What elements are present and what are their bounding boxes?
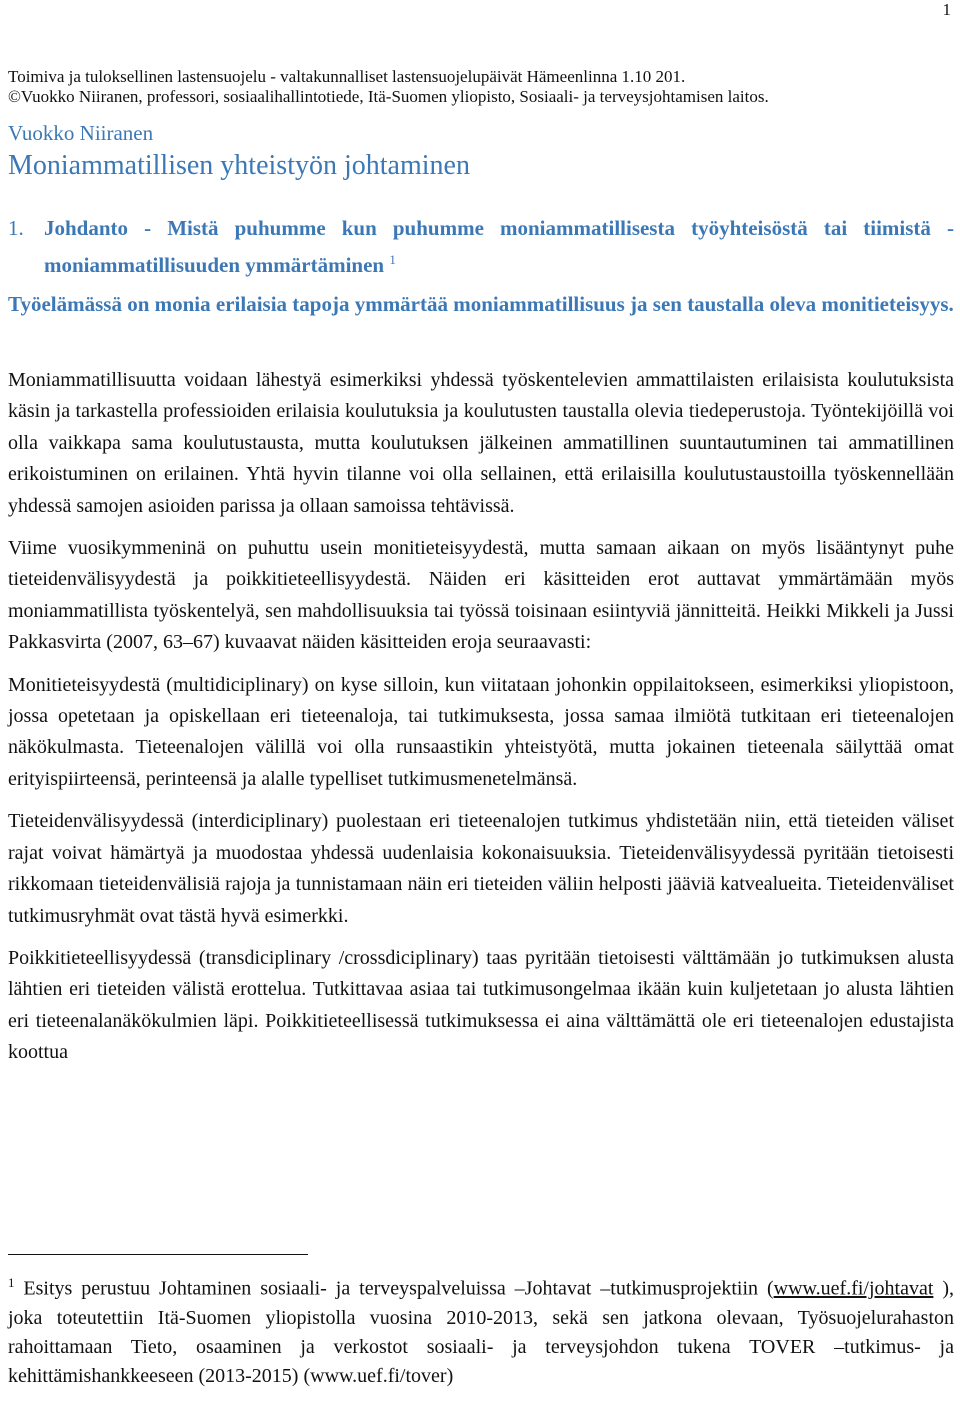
paragraph: Moniammatillisuutta voidaan lähestyä esimerkiksi yhdessä työskentelevien ammattilaisten erilaisista koulutuksista käsin ja tarkastella professioiden erilaisia koulutuksia ja koulutusten taustalla olevia tiedeperustoja. Työntekijöillä voi olla vaikkapa sama koulutustausta, mutta koulutuksen jälkeinen ammatillinen suuntautuminen tai ammatillinen erikoistuminen on erilainen. Yhtä hyvin tilanne voi olla sellainen, että erilaisilla koulutustaustoilla työskennellään yhdessä samojen asioiden parissa ja ollaan samoissa tehtävissä.	[8, 369, 954, 517]
footnote-reference[interactable]: 1	[389, 252, 396, 267]
paragraph: Tieteidenvälisyydessä (interdiciplinary) puolestaan eri tieteenalojen tutkimus yhdistetään niin, että tieteiden väliset rajat voivat hämärtyä ja muodostaa yhdessä uudenlaisia kokonaisuuksia. Tieteidenvälisyydessä pyritään tietoisesti rikkomaan tieteidenvälisiä rajoja ja tunnistamaan näin eri tieteiden väliin helposti jääviä katvealueita. Tieteidenväliset tutkimusryhmät ovat tästä hyvä esimerkki.	[8, 810, 954, 927]
footnote-text-start: Esitys perustuu Johtaminen sosiaali- ja terveyspalveluissa –Johtavat –tutkimusprojektiin (	[14, 1277, 774, 1300]
footnote-text-end: ), joka toteutettiin Itä-Suomen yliopistolla vuosina 2010-2013, sekä sen jatkona olevaan, Työsuojelurahaston rahoittamaan Tieto, osaaminen ja verkostot sosiaali- ja terveysjohdon tukena TOVER –tutkimus- ja kehittämishankkeeseen (2013-2015) (www.uef.fi/tover)	[8, 1277, 954, 1387]
document-header	[8, 67, 954, 107]
footnote-marker: 1	[8, 1275, 15, 1290]
paragraph: Viime vuosikymmeninä on puhuttu usein monitieteisyydestä, mutta samaan aikaan on myös lisääntynyt puhe tieteidenvälisyydestä ja poikkitieteellisyydestä. Näiden eri käsitteiden erot auttavat ymmärtämään myös moniammatillista työskentelyä, sen mahdollisuuksia tai työssä toisinaan esiintyviä jännitteitä. Heikki Mikkeli ja Jussi Pakkasvirta (2007, 63–67) kuvaavat näiden käsitteiden eroja seuraavasti:	[8, 537, 954, 654]
section-heading	[8, 213, 954, 281]
paragraph: Poikkitieteellisyydessä (transdiciplinary /crossdiciplinary) taas pyritään tietoisesti välttämään jo tutkimuksen alusta lähtien eri tieteiden välistä erottelua. Tutkittavaa asiaa tai tutkimusongelmaa ikään kuin kuljetetaan jo alusta lähtien eri tieteenalanäkökulmien läpi. Poikkitieteellisessä tutkimuksessa ei aina välttämättä ole eri tieteenalojen edustajista koottua	[8, 946, 954, 1064]
body-text	[8, 365, 954, 1080]
paragraph: Monitieteisyydestä (multidiciplinary) on kyse silloin, kun viitataan johonkin oppilaitokseen, esimerkiksi yliopistoon, jossa opetetaan ja opiskellaan eri tieteenaloja, tai tutkimuksesta, jossa samaa ilmiötä tutkitaan eri tieteenalojen näkökulmasta. Tieteenalojen välillä voi olla runsaastikin yhteistyötä, mutta jokainen tieteenala säilyttää omat erityispiirteensä, perinteensä ja alalle typelliset tutkimusmenetelmänsä.	[8, 673, 954, 790]
page-number: 1	[942, 0, 951, 19]
footnote-link[interactable]: www.uef.fi/johtavat	[773, 1277, 934, 1300]
footnote-divider	[8, 1254, 308, 1255]
author-name: Vuokko Niiranen	[8, 121, 154, 145]
lead-paragraph: Työelämässä on monia erilaisia tapoja ymmärtää moniammatillisuus ja sen taustalla oleva monitieteisyys.	[8, 292, 954, 316]
section-heading-text: Johdanto - Mistä puhumme kun puhumme moniammatillisesta työyhteisöstä tai tiimistä - moniammatillisuuden ymmärtäminen $^1$	[44, 216, 954, 277]
copyright-line: ©Vuokko Niiranen, professori, sosiaalihallintotiede, Itä-Suomen yliopisto, Sosiaali- ja terveysjohtamisen laitos.	[8, 87, 769, 106]
page-title: Moniammatillisen yhteistyön johtaminen	[8, 150, 470, 181]
footnote	[8, 1268, 954, 1391]
event-line: Toimiva ja tuloksellinen lastensuojelu - valtakunnalliset lastensuojelupäivät Hämeenlinna 1.10 201.	[8, 67, 686, 86]
section-number: 1.	[8, 216, 24, 240]
